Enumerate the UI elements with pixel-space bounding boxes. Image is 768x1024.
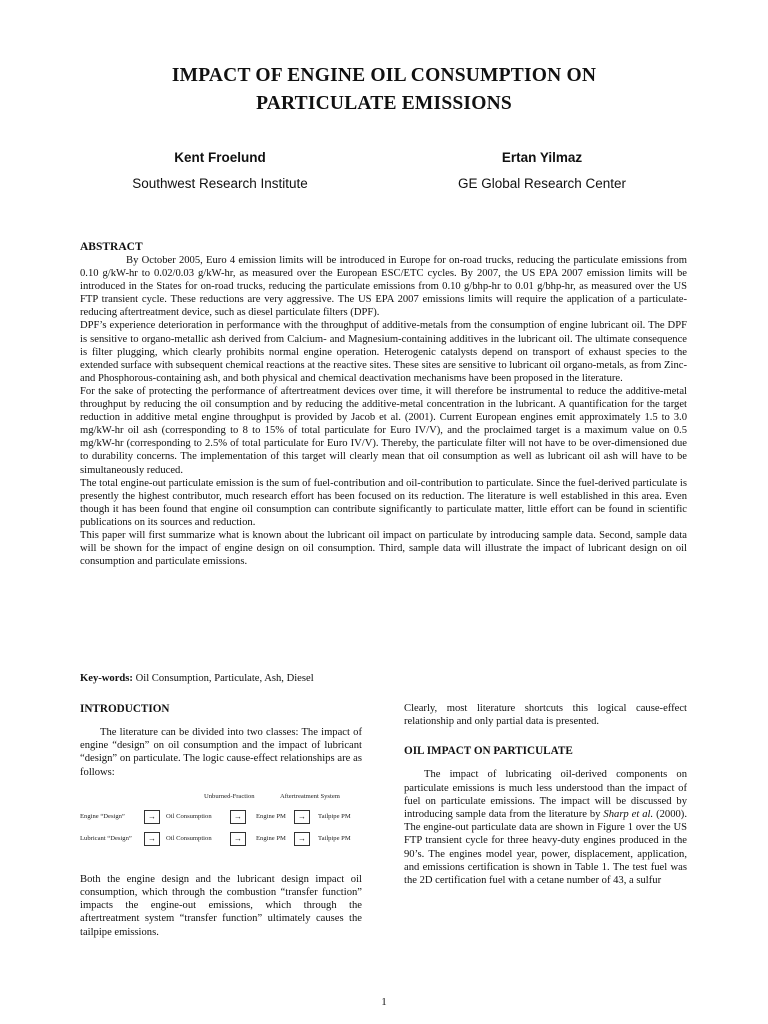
paper-title: [80, 62, 688, 118]
introduction-paragraph-2: Both the engine design and the lubricant design impact oil consumption, which through the combustion “transfer function” impacts the engine-out emissions, which through the aftertreatment system “transfer function” ultimately causes the tailpipe emissions.: [80, 873, 362, 938]
citation: Sharp et al.: [603, 809, 654, 821]
introduction-paragraph-1: The literature can be divided into two classes: The impact of engine “design” on oil consumption and the impact of lubricant “design” on particulate. The logic cause-effect relationships are as follows:: [80, 727, 362, 778]
keywords-value: Oil Consumption, Particulate, Ash, Diesel: [135, 673, 314, 684]
diagram-node-lubricant-design: Lubricant “Design”: [80, 834, 132, 842]
title-line-2: PARTICULATE EMISSIONS: [256, 93, 512, 114]
page-number: 1: [381, 996, 387, 1008]
diagram-header-unburned: Unburned-Fraction: [204, 792, 255, 800]
abstract-paragraph: This paper will first summarize what is known about the lubricant oil impact on particulate by introducing sample data. Second, sample data will be shown for the impact of engine design on oil consumption. Third, sample data will illustrate the impact of lubricant design on oil consumption and particulate emissions.: [80, 529, 687, 568]
oil-impact-text-start: The impact of lubricating oil-derived components on particulate emissions is much less understood than the impact of fuel on particulate emissions. The impact will be discussed by introducing sample data from the literature by: [404, 769, 687, 821]
keywords-label: Key-words:: [80, 673, 133, 684]
arrow-icon: →: [294, 832, 310, 846]
arrow-icon: →: [294, 810, 310, 824]
diagram-node-tailpipe-pm: Tailpipe PM: [318, 834, 351, 842]
diagram-node-engine-pm: Engine PM: [256, 812, 286, 820]
arrow-icon: →: [144, 832, 160, 846]
oil-impact-heading: OIL IMPACT ON PARTICULATE: [404, 745, 573, 758]
abstract-paragraph: DPF’s experience deterioration in performance with the throughput of additive-metals from the consumption of engine lubricant oil. The DPF is sensitive to organo-metallic ash derived from Calcium- and Magnesium-containing additives in the lubricant oil. The ultimate consequence is filter plugging, which clearly prohibits normal engine operation. Heterogenic catalysts depend on transport of exhaust species to the extended surface with subsequent chemical reactions at the reactive sites. These sites are sensitive to lubricant oil organo-metals, as from Zinc- and Phosphorous-containing ash, and both physical and chemical deactivation mechanisms have been proposed in the literature.: [80, 320, 687, 384]
diagram-node-tailpipe-pm: Tailpipe PM: [318, 812, 351, 820]
arrow-icon: →: [230, 832, 246, 846]
author-block-2: [382, 148, 702, 194]
author-affiliation: GE Global Research Center: [457, 176, 627, 191]
arrow-icon: →: [230, 810, 246, 824]
diagram-node-oil-consumption: Oil Consumption: [166, 812, 212, 820]
author-affiliation: Southwest Research Institute: [132, 176, 308, 191]
abstract-heading: ABSTRACT: [80, 241, 143, 253]
abstract-section: [80, 240, 687, 568]
left-column: [80, 702, 362, 939]
diagram-header-aftertreatment: Aftertreatment System: [280, 792, 340, 800]
diagram-node-oil-consumption: Oil Consumption: [166, 834, 212, 842]
introduction-heading: INTRODUCTION: [80, 703, 170, 715]
abstract-paragraph: By October 2005, Euro 4 emission limits will be introduced in Europe for on-road trucks, reducing the particulate emissions from 0.10 g/kW-hr to 0.02/0.03 g/kW-hr, as measured over the European ESC/ETC cycles. By 2007, the US EPA 2007 emission limits will be introduced in the States for on-road trucks, reducing the particulate emissions from 0.10 g/bhp-hr to 0.01 g/bhp-hr, as measured over the US FTP transient cycle. These reductions are very aggressive. The US EPA 2007 emissions limits will require the application of a particulate-reducing aftertreatment device, such as diesel particulate filters (DPF).: [80, 255, 687, 319]
title-line-1: IMPACT OF ENGINE OIL CONSUMPTION ON: [171, 65, 597, 86]
abstract-paragraph: For the sake of protecting the performance of aftertreatment devices over time, it will therefore be instrumental to reduce the additive-metal throughput by reducing the oil consumption and by reducing the additive-metal concentration in the lubricant. A quantification for the target reduction in additive metal engine throughput is provided by Jacob et al. (2001). Current European engines emit approximately 1.5 to 3.0 mg/kW-hr oil ash (corresponding to 8 to 15% of total particulate for Euro IV/V), and the proclaimed target is a maximum value on 0.5 mg/kW-hr (corresponding to 2.5% of total particulate for Euro IV/V). Thereby, the particulate filter will not have to be over-dimensioned due to durability concerns. The implementation of this target will clearly mean that oil consumption as well as lubricant oil ash will have to be simultaneously reduced.: [80, 385, 687, 476]
right-column: [404, 702, 687, 887]
right-paragraph-0: Clearly, most literature shortcuts this logical cause-effect relationship and only partial data is presented.: [404, 703, 687, 728]
abstract-paragraph: The total engine-out particulate emission is the sum of fuel-contribution and oil-contribution to particulate. Since the fuel-derived particulate is presently the highest contributor, much research effort has been focused on its reduction. The literature is well established in this area. Even though it has been found that engine oil consumption can contribute significantly to particulate matter, little effort can be found in scientific publications on its sources and reduction.: [80, 477, 687, 528]
oil-impact-text-end: (2000). The engine-out particulate data are shown in Figure 1 over the US FTP transient cycle for three heavy-duty engines produced in the 90’s. The engines model year, power, displacement, application, and emissions certification is shown in Table 1. The test fuel was the 2D certification fuel with a cetane number of 43, a sulfur: [404, 809, 687, 887]
oil-impact-paragraph: [404, 768, 687, 887]
arrow-icon: →: [144, 810, 160, 824]
keywords-line: [80, 672, 687, 685]
cause-effect-diagram: [80, 789, 362, 861]
author-name: Ertan Yilmaz: [501, 150, 583, 165]
diagram-node-engine-pm: Engine PM: [256, 834, 286, 842]
author-block-1: [60, 148, 380, 194]
diagram-node-engine-design: Engine “Design”: [80, 812, 125, 820]
author-name: Kent Froelund: [174, 150, 266, 165]
